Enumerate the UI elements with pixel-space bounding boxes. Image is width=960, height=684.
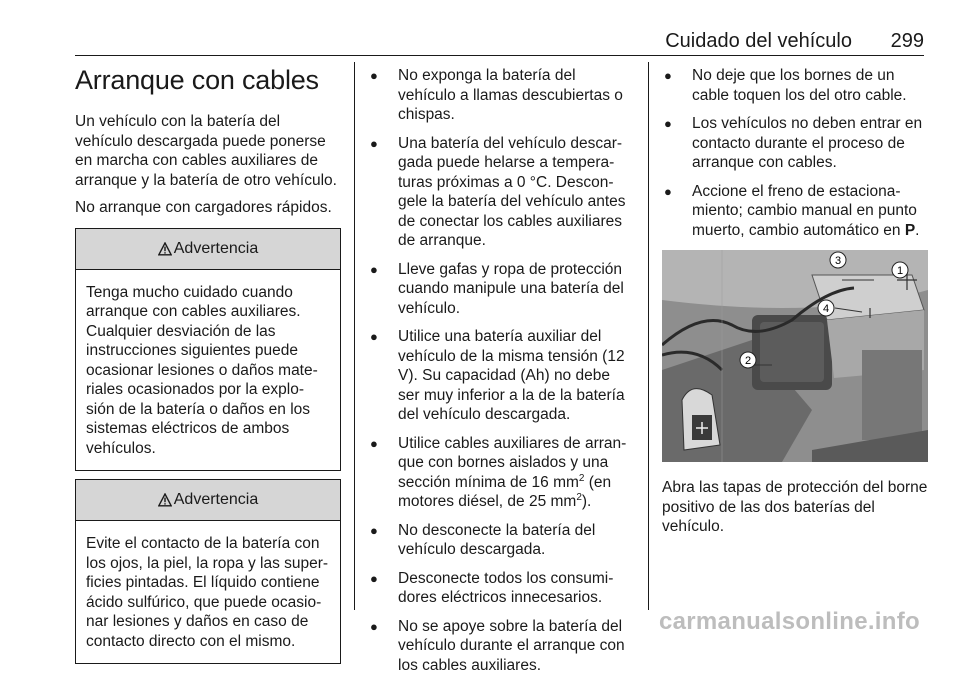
gear-position: P bbox=[904, 221, 916, 239]
list-item-text: Accione el freno de estaciona‐miento; cambio manual en punto muerto, cambio automático en bbox=[692, 182, 917, 239]
list-item: ● No desconecte la batería del vehículo descargada. bbox=[368, 521, 634, 560]
warning-header bbox=[76, 229, 340, 270]
list-item: ● No se apoye sobre la batería del vehículo durante el arranque con los cables auxiliares. bbox=[368, 617, 634, 676]
warning-box bbox=[75, 228, 341, 472]
figure-caption: Abra las tapas de protección del borne positivo de las dos baterías del vehículo. bbox=[662, 479, 928, 535]
superscript: 2 bbox=[578, 472, 585, 484]
column-divider bbox=[354, 62, 355, 610]
svg-text:1: 1 bbox=[896, 265, 904, 277]
list-item: ● Utilice una batería auxiliar del vehículo de la misma tensión (12 V). Su capacidad (Ah) no debe ser muy inferior a la de la batería del vehículo descargada. bbox=[368, 327, 634, 425]
warning-header bbox=[76, 480, 340, 521]
warning-text: Tenga mucho cuidado cuando arranque con cables auxiliares. Cualquier desviación de las instrucciones siguientes puede ocasionar lesiones o daños mate‐riales ocasionados por la explo‐sión de la batería o daños en los sistemas eléctricos de ambos vehículos. bbox=[86, 283, 318, 457]
header-divider bbox=[75, 55, 924, 56]
column-divider bbox=[648, 62, 649, 610]
svg-text:4: 4 bbox=[822, 303, 830, 315]
callout-2 bbox=[740, 352, 756, 368]
intro-paragraph: No arranque con cargadores rápidos. bbox=[75, 199, 332, 216]
warning-box bbox=[75, 479, 341, 664]
list-item bbox=[368, 434, 634, 512]
engine-bay-photo bbox=[662, 250, 928, 462]
list-item: ● No exponga la batería del vehículo a llamas descubiertas o chispas. bbox=[368, 66, 634, 125]
warning-text: Evite el contacto de la batería con los ojos, la piel, la ropa y las super‐ficies pintadas. El líquido contiene ácido sulfúrico, que puede ocasio‐nar lesiones y daños en caso de contacto directo con el mismo. bbox=[86, 535, 329, 650]
header-title: Cuidado del vehículo bbox=[665, 30, 852, 52]
page-number: 299 bbox=[890, 30, 924, 52]
section-title: Arranque con cables bbox=[75, 65, 319, 95]
list-item: ● No deje que los bornes de un cable toquen los del otro cable. bbox=[662, 66, 928, 105]
list-item-text: (en motores diésel, de 25 mm bbox=[398, 473, 612, 510]
list-item: ● Una batería del vehículo descar‐gada puede helarse a tempera‐turas próximas a 0 °C. Descon‐gele la batería del vehículo antes de conectar los cables auxiliares de arranque. bbox=[368, 134, 634, 251]
precaution-list bbox=[662, 66, 928, 240]
list-item: ● Desconecte todos los consumi‐dores eléctricos innecesarios. bbox=[368, 569, 634, 608]
list-item-text: . bbox=[915, 221, 920, 239]
list-item-text: Utilice cables auxiliares de arran‐que con bornes aislados y una sección mínima de 16 mm bbox=[398, 434, 627, 491]
list-item bbox=[662, 182, 928, 241]
precaution-list bbox=[368, 66, 634, 675]
list-item: ● Los vehículos no deben entrar en contacto durante el proceso de arranque con cables. bbox=[662, 114, 928, 173]
warning-label: Advertencia bbox=[173, 491, 259, 509]
warning-triangle-icon bbox=[158, 242, 172, 256]
list-item-text: ). bbox=[581, 493, 592, 510]
intro-paragraph: Un vehículo con la batería del vehículo descargada puede ponerse en marcha con cables auxiliares de arranque y la batería de otro vehículo. bbox=[75, 113, 337, 189]
warning-triangle-icon bbox=[158, 493, 172, 507]
column-1 bbox=[75, 64, 341, 664]
list-item: ● Lleve gafas y ropa de protección cuando manipule una batería del vehículo. bbox=[368, 260, 634, 319]
warning-label: Advertencia bbox=[173, 239, 259, 257]
svg-text:3: 3 bbox=[834, 255, 842, 267]
svg-text:2: 2 bbox=[744, 355, 752, 367]
watermark: carmanualsonline.info bbox=[658, 608, 920, 635]
column-2 bbox=[368, 66, 634, 684]
column-3 bbox=[662, 66, 928, 545]
callout-1 bbox=[892, 262, 908, 278]
callout-3 bbox=[830, 252, 846, 268]
callout-4 bbox=[818, 300, 834, 316]
superscript: 2 bbox=[576, 491, 582, 503]
